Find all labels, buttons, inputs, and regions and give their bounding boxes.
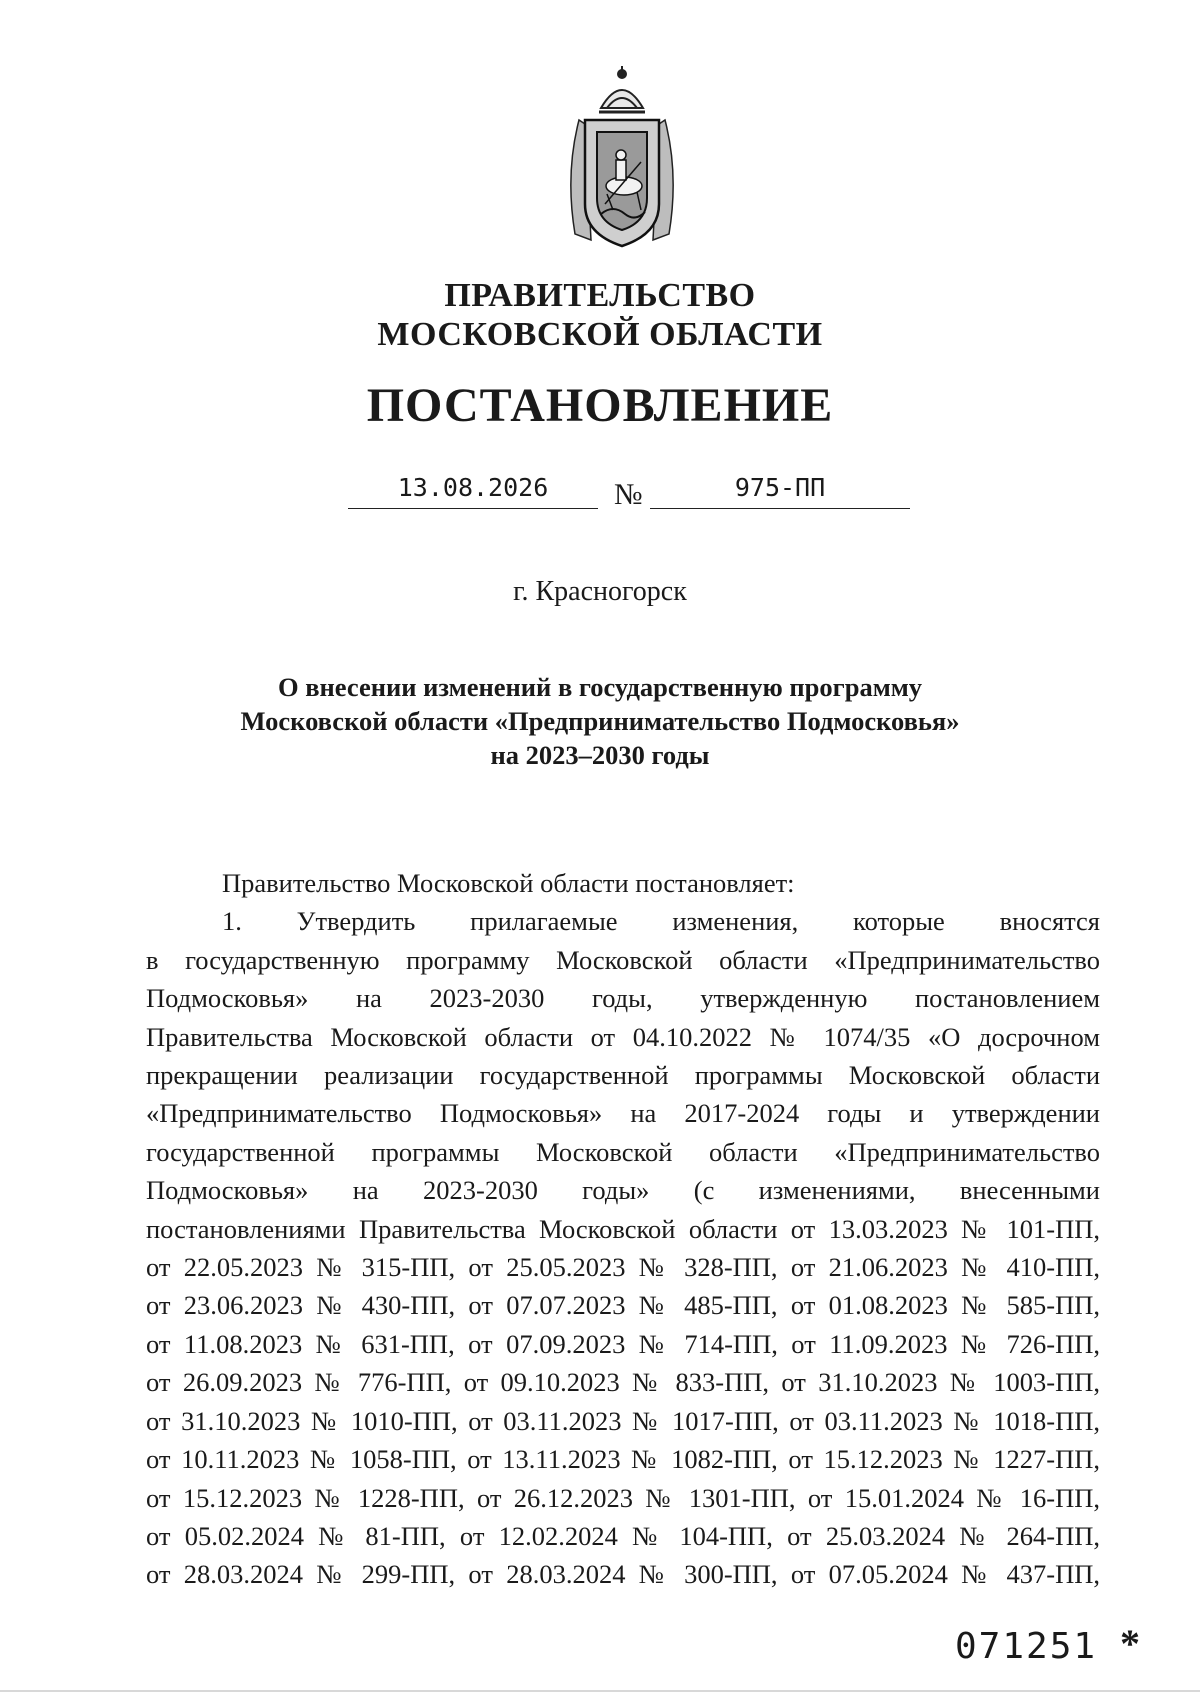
body-line: от 22.05.2023 № 315-ПП, от 25.05.2023 № 328-ПП, от 21.06.2023 № 410-ПП, [146, 1252, 1100, 1283]
body-line: Подмосковья» на 2023-2030 годы» (с изменениями, внесенными [146, 1175, 1100, 1206]
body-intro: Правительство Московской области постановляет: [222, 868, 795, 898]
city-name: г. Красногорск [513, 576, 687, 607]
title-line: на 2023–2030 годы [490, 740, 710, 770]
body-line: государственной программы Московской области «Предпринимательство [146, 1136, 1100, 1167]
body-line: от 15.12.2023 № 1228-ПП, от 26.12.2023 № 1301-ПП, от 15.01.2024 № 16-ПП, [146, 1482, 1100, 1513]
document-kind-heading: ПОСТАНОВЛЕНИЕ [366, 379, 834, 432]
serial-number: 071251 [955, 1626, 1098, 1667]
asterisk-mark: * [1120, 1621, 1140, 1666]
scan-edge-divider [0, 1690, 1200, 1692]
moscow-oblast-coat-of-arms-icon [561, 64, 683, 250]
body-line: «Предпринимательство Подмосковья» на 2017-2024 годы и утверждении [146, 1098, 1100, 1129]
number-sign: № [614, 478, 643, 511]
document-body [146, 864, 1100, 1594]
body-line: Правительства Московской области от 04.10.2022 № 1074/35 «О досрочном [146, 1021, 1100, 1052]
body-line: в государственную программу Московской области «Предпринимательство [146, 944, 1100, 975]
body-line: 1. Утвердить прилагаемые изменения, которые вносятся [222, 906, 1100, 937]
body-line: от 31.10.2023 № 1010-ПП, от 03.11.2023 № 1017-ПП, от 03.11.2023 № 1018-ПП, [146, 1405, 1100, 1436]
government-name-line1: ПРАВИТЕЛЬСТВО [444, 277, 756, 314]
document-title [0, 670, 1200, 772]
body-line: от 28.03.2024 № 299-ПП, от 28.03.2024 № 300-ПП, от 07.05.2024 № 437-ПП, [146, 1559, 1100, 1590]
government-name-line2: МОСКОВСКОЙ ОБЛАСТИ [377, 316, 823, 353]
body-line: от 26.09.2023 № 776-ПП, от 09.10.2023 № 833-ПП, от 31.10.2023 № 1003-ПП, [146, 1367, 1100, 1398]
body-line: от 10.11.2023 № 1058-ПП, от 13.11.2023 № 1082-ПП, от 15.12.2023 № 1227-ПП, [146, 1444, 1100, 1475]
body-line: прекращении реализации государственной программы Московской области [146, 1060, 1100, 1091]
title-line: Московской области «Предпринимательство Подмосковья» [240, 706, 960, 736]
title-line: О внесении изменений в государственную программу [277, 672, 923, 702]
document-date: 13.08.2026 [348, 468, 598, 509]
date-number-row [0, 468, 1200, 518]
body-line: от 23.06.2023 № 430-ПП, от 07.07.2023 № 485-ПП, от 01.08.2023 № 585-ПП, [146, 1290, 1100, 1321]
document-number: 975-ПП [650, 468, 910, 509]
body-line: от 11.08.2023 № 631-ПП, от 07.09.2023 № 714-ПП, от 11.09.2023 № 726-ПП, [146, 1328, 1100, 1359]
body-line: от 05.02.2024 № 81-ПП, от 12.02.2024 № 104-ПП, от 25.03.2024 № 264-ПП, [146, 1520, 1100, 1551]
body-line: Подмосковья» на 2023-2030 годы, утвержденную постановлением [146, 983, 1100, 1014]
body-line: постановлениями Правительства Московской области от 13.03.2023 № 101-ПП, [146, 1213, 1100, 1244]
